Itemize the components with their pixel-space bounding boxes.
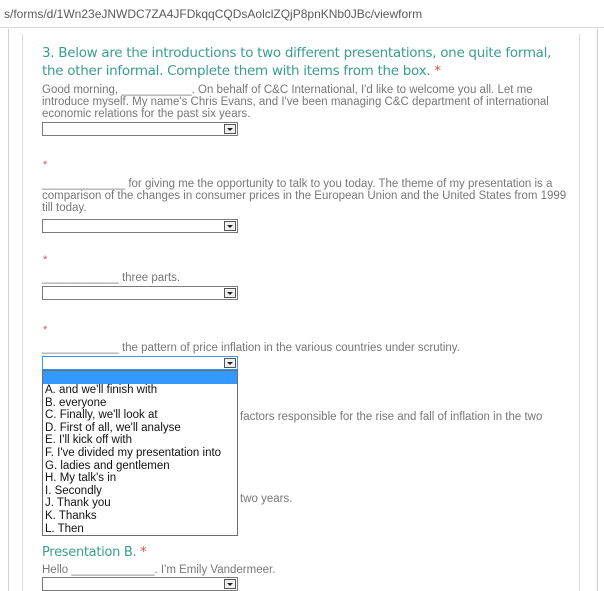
required-mark: * — [140, 545, 147, 560]
url-text: s/forms/d/1Wn23eJNWDC7ZA4JFDkqqCQDsAolclZQjP8pnKNb0JBc/viewform — [4, 7, 423, 21]
item-1-dropdown[interactable] — [42, 122, 238, 136]
dropdown-option[interactable]: I. Secondly — [45, 484, 102, 497]
address-bar[interactable] — [0, 0, 604, 28]
dropdown-option[interactable]: J. Thank you — [45, 497, 111, 510]
item-3-text: ____________ three parts. — [42, 272, 181, 284]
chevron-down-icon[interactable] — [224, 288, 236, 298]
required-mark: * — [43, 324, 48, 336]
dropdown-option[interactable]: F. I've divided my presentation into — [45, 446, 222, 459]
item-4-text: ____________ the pattern of price inflation in the various countries under scrutiny. — [42, 342, 460, 354]
chevron-down-icon[interactable] — [224, 579, 236, 589]
dropdown-option[interactable]: L. Then — [45, 522, 84, 535]
required-mark: * — [434, 63, 441, 79]
item-2-text: _____________ for giving me the opportunity to talk to you today. The theme of my presentation is a comparison of the changes in consumer prices in the European Union and the United States from 1999 till today. — [42, 178, 567, 214]
presentation-b-dropdown[interactable] — [42, 577, 238, 591]
chevron-down-icon[interactable] — [224, 221, 236, 231]
item-5-text: factors responsible for the rise and fall of inflation in the two — [240, 411, 543, 423]
presentation-b-title — [42, 545, 146, 560]
dropdown-option[interactable]: K. Thanks — [45, 509, 97, 522]
question-title-text: 3. Below are the introductions to two different presentations, one quite formal, the other informal. Complete them with items from the box. — [42, 45, 552, 79]
dropdown-option[interactable]: C. Finally, we'll look at — [45, 409, 158, 422]
dropdown-option[interactable]: G. ladies and gentlemen — [45, 459, 170, 472]
dropdown-option[interactable]: H. My talk's in — [45, 472, 117, 485]
dropdown-option[interactable]: A. and we'll finish with — [45, 384, 158, 396]
dropdown-option[interactable]: E. I'll kick off with — [45, 434, 132, 447]
presentation-b-text: Hello _____________. I'm Emily Vandermeer. — [42, 564, 276, 576]
item-1-text: Good morning, ___________. On behalf of C&C International, I'd like to welcome you all. Let me introduce myself. My name's Chris Evans, and I've been managing C&C department of international economic relations for the past six years. — [42, 84, 549, 120]
dropdown-options-list[interactable] — [42, 370, 238, 536]
dropdown-option[interactable]: B. everyone — [45, 396, 107, 409]
dropdown-option[interactable]: D. First of all, we'll analyse — [45, 421, 181, 434]
item-2-dropdown[interactable] — [42, 219, 238, 233]
item-4-dropdown[interactable] — [42, 356, 238, 370]
required-mark: * — [43, 159, 48, 171]
option-blank-highlighted[interactable] — [43, 371, 237, 384]
presentation-b-title-text: Presentation B. — [42, 545, 137, 560]
question-title — [42, 44, 562, 80]
item-6-text: two years. — [240, 493, 293, 505]
required-mark: * — [43, 254, 48, 266]
item-3-dropdown[interactable] — [42, 286, 238, 300]
chevron-down-icon[interactable] — [224, 124, 236, 134]
chevron-down-icon[interactable] — [224, 358, 236, 368]
